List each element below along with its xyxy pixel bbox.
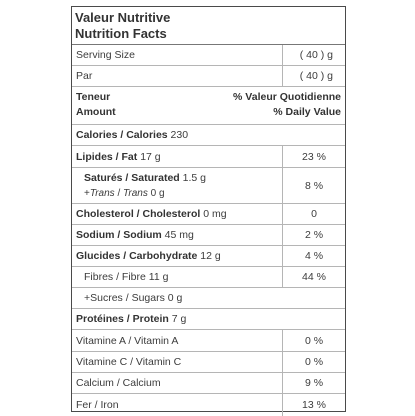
- nutrition-facts-panel: [71, 6, 346, 412]
- calories-label: Calories / Calories: [76, 129, 168, 141]
- cholesterol-amount: 0 mg: [203, 208, 227, 220]
- saturated-amount: 1.5 g: [182, 172, 206, 184]
- fat-row: [72, 146, 345, 168]
- sodium-row: [72, 225, 345, 246]
- calcium-label: Calcium / Calcium: [76, 377, 161, 389]
- vitamin-c-daily-value: 0 %: [304, 356, 324, 368]
- calories-row: [72, 125, 345, 146]
- calcium-row: [72, 373, 345, 394]
- cholesterol-daily-value: 0: [311, 208, 317, 220]
- iron-row: [72, 394, 345, 416]
- sodium-daily-value: 2 %: [304, 229, 324, 241]
- iron-daily-value: 13 %: [302, 399, 326, 411]
- fat-amount: 17 g: [140, 150, 161, 163]
- vitamin-c-row: [72, 352, 345, 373]
- fibre-amount: 11 g: [148, 271, 169, 283]
- sugars-amount: 0 g: [167, 292, 183, 304]
- saturated-label: Saturés / Saturated: [84, 172, 180, 184]
- fat-daily-value: 23 %: [302, 150, 326, 163]
- daily-value-fr-label: % Valeur Quotidienne: [233, 91, 341, 103]
- protein-amount: 7 g: [171, 313, 187, 325]
- fibre-row: [72, 267, 345, 288]
- trans-en: Trans: [123, 188, 148, 199]
- amount-header: [72, 87, 345, 125]
- vitamin-a-label: Vitamine A / Vitamin A: [76, 334, 179, 347]
- carbohydrate-label: Glucides / Carbohydrate: [76, 250, 198, 262]
- sugars-label: +Sucres / Sugars: [84, 292, 165, 304]
- sugars-row: [72, 288, 345, 309]
- vitamin-c-label: Vitamine C / Vitamin C: [76, 356, 182, 368]
- serving-size-label: Serving Size: [76, 49, 135, 61]
- nutrition-title: [72, 7, 345, 45]
- amount-label: Amount: [76, 105, 116, 118]
- fibre-label: Fibres / Fibre: [84, 271, 146, 283]
- saturated-trans-row: [72, 168, 345, 204]
- sodium-label: Sodium / Sodium: [76, 229, 162, 241]
- carbohydrate-daily-value: 4 %: [304, 250, 324, 262]
- protein-row: [72, 309, 345, 330]
- cholesterol-row: [72, 204, 345, 225]
- sodium-amount: 45 mg: [164, 229, 194, 241]
- teneur-label: Teneur: [76, 91, 111, 103]
- trans-line: +Trans / Trans 0 g: [84, 188, 165, 199]
- cholesterol-label: Cholesterol / Cholesterol: [76, 208, 201, 220]
- fibre-daily-value: 44 %: [302, 271, 326, 283]
- par-row: [72, 66, 345, 87]
- trans-amount: 0 g: [150, 188, 165, 199]
- carbohydrate-amount: 12 g: [200, 250, 221, 262]
- vitamin-a-daily-value: 0 %: [304, 334, 324, 347]
- protein-label: Protéines / Protein: [76, 313, 169, 325]
- trans-fr: Trans: [89, 188, 115, 199]
- daily-value-en-label: % Daily Value: [273, 105, 341, 118]
- iron-label: Fer / Iron: [76, 399, 119, 411]
- serving-size-row: [72, 45, 345, 66]
- sat-trans-daily-value: 8 %: [304, 179, 324, 192]
- par-label: Par: [76, 70, 93, 82]
- serving-size-value: ( 40 ) g: [299, 49, 333, 61]
- par-value: ( 40 ) g: [299, 70, 333, 82]
- calories-value: 230: [170, 129, 189, 141]
- vitamin-a-row: [72, 330, 345, 352]
- title-french: Valeur Nutritive: [75, 10, 171, 25]
- carbohydrate-row: [72, 246, 345, 267]
- fat-label: Lipides / Fat: [76, 150, 138, 163]
- title-english: Nutrition Facts: [75, 26, 167, 41]
- calcium-daily-value: 9 %: [304, 377, 324, 389]
